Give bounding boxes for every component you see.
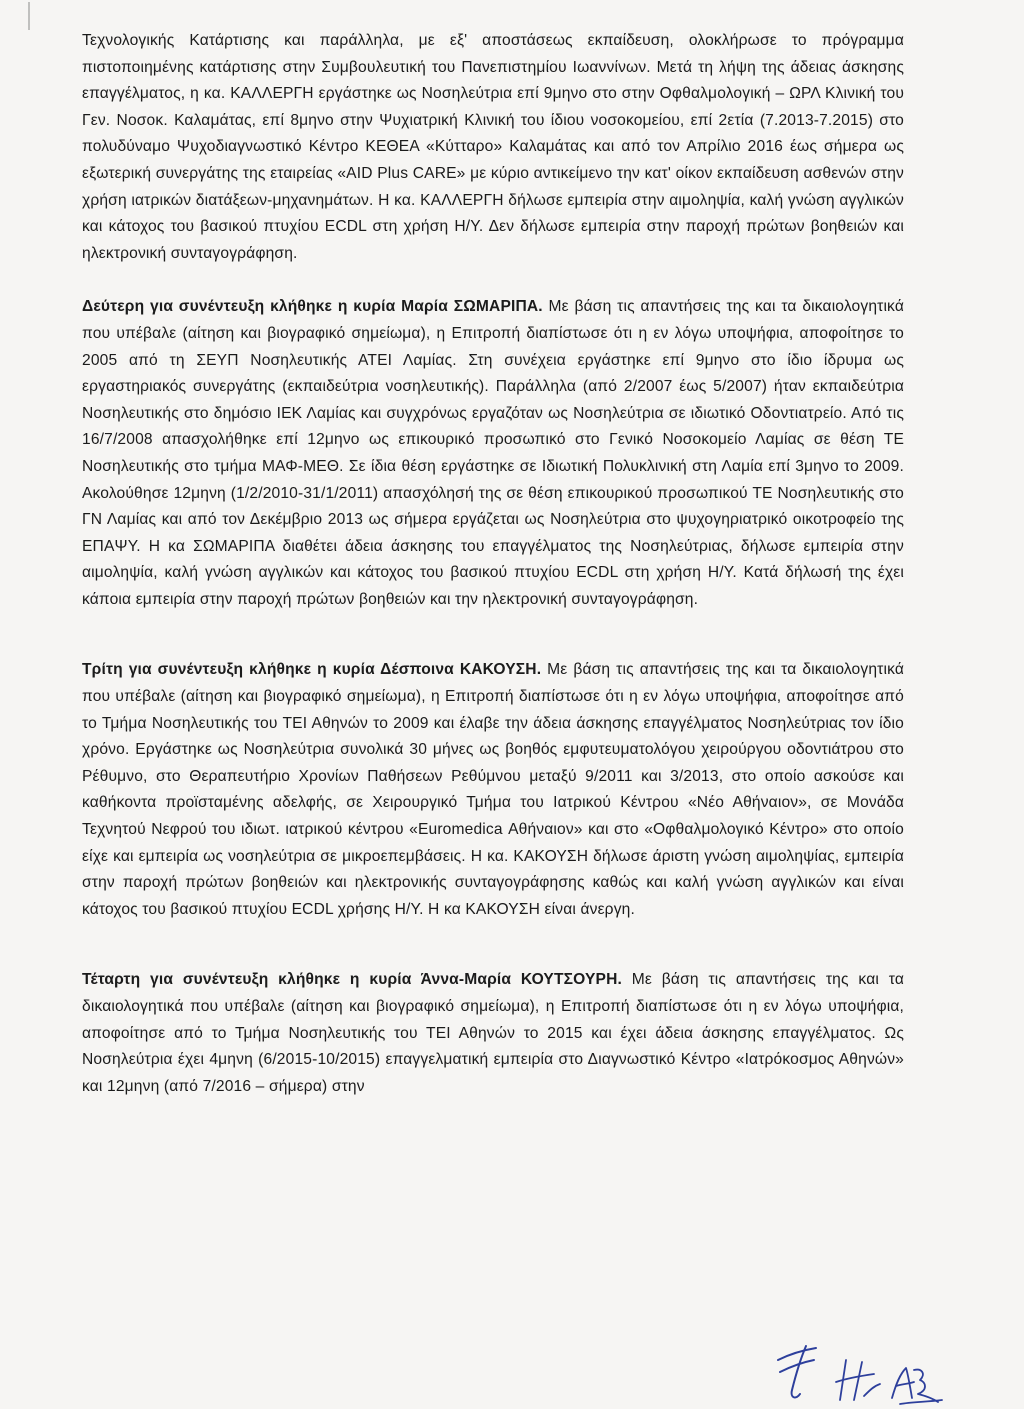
- paragraph-lead: Δεύτερη για συνέντευξη κλήθηκε η κυρία Μαρία ΣΩΜΑΡΙΠΑ.: [82, 298, 543, 316]
- signature-2: [836, 1360, 880, 1400]
- paragraph-text: Με βάση τις απαντήσεις της και τα δικαιολογητικά που υπέβαλε (αίτηση και βιογραφικό σημείωμα), η Επιτροπή διαπίστωσε ότι η εν λόγω υποψήφια, αποφοίτησε το 2005 από τη ΣΕΥΠ Νοσηλευτικής ΑΤΕΙ Λαμίας. Στη συνέχεια εργάστηκε επί 9μηνο στο ίδιο ίδρυμα ως εργαστηριακός συνεργάτης (εκπαιδεύτρια νοσηλευτικής). Παράλληλα (από 2/2007 έως 5/2007) ήταν εκπαιδεύτρια Νοσηλευτικής στο δημόσιο ΙΕΚ Λαμίας και συγχρόνως εργαζόταν ως Νοσηλεύτρια σε ιδιωτικό Οδοντιατρείο. Από τις 16/7/2008 απασχολήθηκε επί 12μηνο ως επικουρικό προσωπικό στο Γενικό Νοσοκομείο Λαμίας σε θέση ΤΕ Νοσηλευτικής στο τμήμα ΜΑΦ-ΜΕΘ. Σε ίδια θέση εργάστηκε σε Ιδιωτική Πολυκλινική στη Λαμία επί 3μηνο το 2009. Ακολούθησε 12μηνη (1/2/2010-31/1/2011) απασχόλησή της σε θέση επικουρικού προσωπικού ΤΕ Νοσηλευτικής στο ΓΝ Λαμίας και από τον Δεκέμβριο 2013 ως σήμερα εργάζεται ως Νοσηλεύτρια στο ψυχογηριατρικό οικοτροφείο της ΕΠΑΨΥ. Η κα ΣΩΜΑΡΙΠΑ διαθέτει άδεια άσκησης του επαγγέλματος της Νοσηλεύτριας, δήλωσε εμπειρία στην αιμοληψία, καλή γνώση αγγλικών και κάτοχος του βασικού πτυχίου ECDL στη χρήση Η/Υ. Κατά δήλωσή της έχει κάποια εμπειρία στην παροχή πρώτων βοηθειών και την ηλεκτρονική συνταγογράφηση.: [82, 298, 904, 608]
- paragraph-koutsouri: [82, 967, 904, 1100]
- paragraph-text: Τεχνολογικής Κατάρτισης και παράλληλα, με εξ' αποστάσεως εκπαίδευση, ολοκλήρωσε το πρόγραμμα πιστοποιημένης κατάρτισης στην Συμβουλευτική του Πανεπιστημίου Ιωαννίνων. Μετά τη λήψη της άδειας άσκησης επαγγέλματος, η κα. ΚΑΛΛΕΡΓΗ εργάστηκε ως Νοσηλεύτρια επί 9μηνο στο στην Οφθαλμολογική – ΩΡΛ Κλινική του Γεν. Νοσοκ. Καλαμάτας, επί 8μηνο στην Ψυχιατρική Κλινική του ίδιου νοσοκομείου, επί 2ετία (7.2013-7.2015) στο πολυδύναμο Ψυχοδιαγνωστικό Κέντρο ΚΕΘΕΑ «Κύτταρο» Καλαμάτας και από τον Απρίλιο 2016 έως σήμερα ως εξωτερική συνεργάτης της εταιρείας «AID Plus CARE» με κύριο αντικείμενο την κατ' οίκον εκπαίδευση ασθενών στην χρήση ιατρικών διατάξεων-μηχανημάτων. Η κα. ΚΑΛΛΕΡΓΗ δήλωσε εμπειρία στην αιμοληψία, καλή γνώση αγγλικών και κάτοχος του βασικού πτυχίου ECDL στη χρήση Η/Υ. Δεν δήλωσε εμπειρία στην παροχή πρώτων βοηθειών και ηλεκτρονική συνταγογράφηση.: [82, 32, 904, 262]
- paragraph-kakousi: [82, 657, 904, 923]
- paragraph-text: Με βάση τις απαντήσεις της και τα δικαιολογητικά που υπέβαλε (αίτηση και βιογραφικό σημείωμα), η Επιτροπή διαπίστωσε ότι η εν λόγω υποψήφια, αποφοίτησε από το Τμήμα Νοσηλευτικής του ΤΕΙ Αθηνών το 2015 και έχει άδεια άσκησης επαγγέλματος. Ως Νοσηλεύτρια έχει 4μηνη (6/2015-10/2015) επαγγελματική εμπειρία στο Διαγνωστικό Κέντρο «Ιατρόκοσμος Αθηνών» και 12μηνη (από 7/2016 – σήμερα) στην: [82, 971, 904, 1095]
- paragraph-somaripa: [82, 294, 904, 613]
- paragraph-spacer: [82, 267, 904, 294]
- signature-3: [892, 1368, 942, 1404]
- paragraph-text: Με βάση τις απαντήσεις της και τα δικαιολογητικά που υπέβαλε (αίτηση και βιογραφικό σημείωμα), η Επιτροπή διαπίστωσε ότι η εν λόγω υποψήφια, αποφοίτησε από το Τμήμα Νοσηλευτικής του ΤΕΙ Αθηνών το 2009 και έλαβε την άδεια άσκησης επαγγέλματος Νοσηλεύτριας τον ίδιο χρόνο. Εργάστηκε ως Νοσηλεύτρια συνολικά 30 μήνες ως βοηθός εμφυτευματολόγου χειρούργου οδοντιάτρου στο Ρέθυμνο, στο Θεραπευτήριο Χρονίων Παθήσεων Ρεθύμνου μεταξύ 9/2011 και 3/2013, στο οποίο ασκούσε και καθήκοντα προϊσταμένης αδελφής, σε Χειρουργικό Τμήμα του Ιατρικού Κέντρου «Νέο Αθήναιον», σε Μονάδα Τεχνητού Νεφρού του ιδιωτ. ιατρικού κέντρου «Euromedica Αθήναιον» και στο «Οφθαλμολογικό Κέντρο» στο οποίο είχε και εμπειρία ως νοσηλεύτρια σε μικροεπεμβάσεις. Η κα. ΚΑΚΟΥΣΗ δήλωσε άριστη γνώση αιμοληψίας, εμπειρία στην παροχή πρώτων βοηθειών και ηλεκτρονικής συνταγογράφησης καθώς και καλή γνώση αγγλικών και είναι κάτοχος του βασικού πτυχίου ECDL χρήσης Η/Υ. Η κα ΚΑΚΟΥΣΗ είναι άνεργη.: [82, 661, 904, 918]
- paragraph-spacer: [82, 923, 904, 967]
- document-body: [82, 28, 904, 1100]
- scan-edge-mark: [28, 0, 30, 36]
- paragraph-spacer: [82, 613, 904, 657]
- paragraph-lead: Τέταρτη για συνέντευξη κλήθηκε η κυρία Άννα-Μαρία ΚΟΥΤΣΟΥΡΗ.: [82, 971, 623, 989]
- signatures: [770, 1340, 950, 1406]
- paragraph-lead: Τρίτη για συνέντευξη κλήθηκε η κυρία Δέσποινα ΚΑΚΟΥΣΗ.: [82, 661, 542, 679]
- signature-1: [778, 1346, 816, 1397]
- paragraph-kallergi: [82, 28, 904, 267]
